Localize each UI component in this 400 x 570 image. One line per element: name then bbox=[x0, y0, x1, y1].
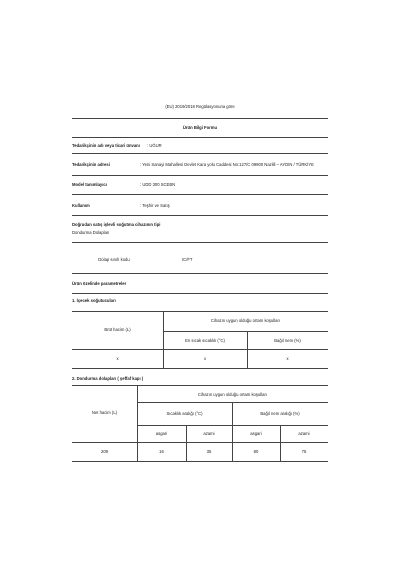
table-cell: x bbox=[203, 356, 207, 361]
divider bbox=[72, 153, 328, 154]
net-volume-header: Net hacim (L) bbox=[91, 410, 118, 415]
divider bbox=[72, 137, 328, 138]
table-cell: x bbox=[286, 356, 289, 361]
ambient-conditions-header: Cihazın uygun olduğu ortam koşulları bbox=[210, 318, 281, 323]
cooling-type-value: Dondurma Dolapları bbox=[72, 230, 110, 235]
divider bbox=[72, 242, 328, 243]
supplier-name-value: : UĞUR bbox=[147, 143, 162, 148]
divider bbox=[72, 194, 328, 195]
min-humidity-header: asgari bbox=[250, 431, 262, 436]
table-cell: 16 bbox=[159, 449, 164, 454]
lowest-temp-header: En sıcak sıcaklık (°C) bbox=[185, 338, 225, 343]
cabinet-code-label: Dolap sınıfı kodu bbox=[98, 257, 130, 262]
humidity-range-header: Bağıl nem aralığı (%) bbox=[260, 411, 300, 416]
table-line bbox=[72, 461, 328, 462]
divider bbox=[72, 293, 328, 294]
usage-label: Kullanım bbox=[72, 203, 90, 208]
temp-range-header: Sıcaklık aralığı (°C) bbox=[166, 411, 203, 416]
cooling-type-title: Doğrudan satış işlevli soğutma cihazının tipi bbox=[72, 222, 161, 227]
table-line bbox=[72, 349, 328, 350]
model-value: : UDD 300 SCEBN bbox=[140, 182, 176, 187]
table-cell: 80 bbox=[253, 449, 259, 454]
section2-title: 2. Dondurma dolapları ( şeffaf kapı ) bbox=[72, 376, 144, 381]
supplier-name-label: Tedarikçinin adı veya ticari ünvanı bbox=[72, 143, 140, 148]
table-line bbox=[72, 368, 328, 369]
table-line bbox=[72, 442, 328, 443]
divider bbox=[72, 118, 328, 119]
divider bbox=[72, 273, 328, 274]
table-cell: 35 bbox=[206, 449, 212, 454]
table-line bbox=[72, 385, 328, 386]
max-humidity-header: azami bbox=[298, 431, 310, 436]
divider bbox=[72, 175, 328, 176]
table-cell: 209 bbox=[101, 449, 108, 454]
section1-title: 1. İçecek soğutucuları bbox=[72, 298, 116, 303]
params-title: Ürün özelinde parametreler bbox=[72, 281, 127, 286]
table-line bbox=[163, 331, 328, 332]
min-temp-header: asgari bbox=[155, 431, 168, 436]
gross-volume-header: Brüt hacim (L) bbox=[104, 327, 131, 332]
supplier-address-value: : Yeni Sanayi Mahallesi Devlet Kara yolu Caddesi No:127/C 09900 Nazilli – AYDIN / TÜRKİYE bbox=[140, 162, 314, 167]
cabinet-code-value: IC/FT bbox=[182, 257, 193, 262]
table-cell: x bbox=[116, 356, 119, 361]
form-title: Ürün Bilgi Formu bbox=[182, 125, 218, 130]
usage-value: : Teşhir ve Satış bbox=[140, 203, 170, 208]
divider bbox=[72, 215, 328, 216]
humidity-header: Bağıl nem (%) bbox=[274, 338, 301, 343]
model-label: Model tanımlayıcı bbox=[72, 182, 107, 187]
supplier-address-label: Tedarikçinin adresi bbox=[72, 162, 110, 167]
table-cell: 75 bbox=[301, 449, 307, 454]
ambient-conditions-header: Cihazın uygun olduğu ortam koşulları bbox=[197, 392, 268, 397]
table-line bbox=[72, 311, 328, 312]
max-temp-header: azami bbox=[203, 431, 215, 436]
regulation-reference: (EU) 2019/2018 Regülasyonuna göre bbox=[165, 104, 235, 109]
